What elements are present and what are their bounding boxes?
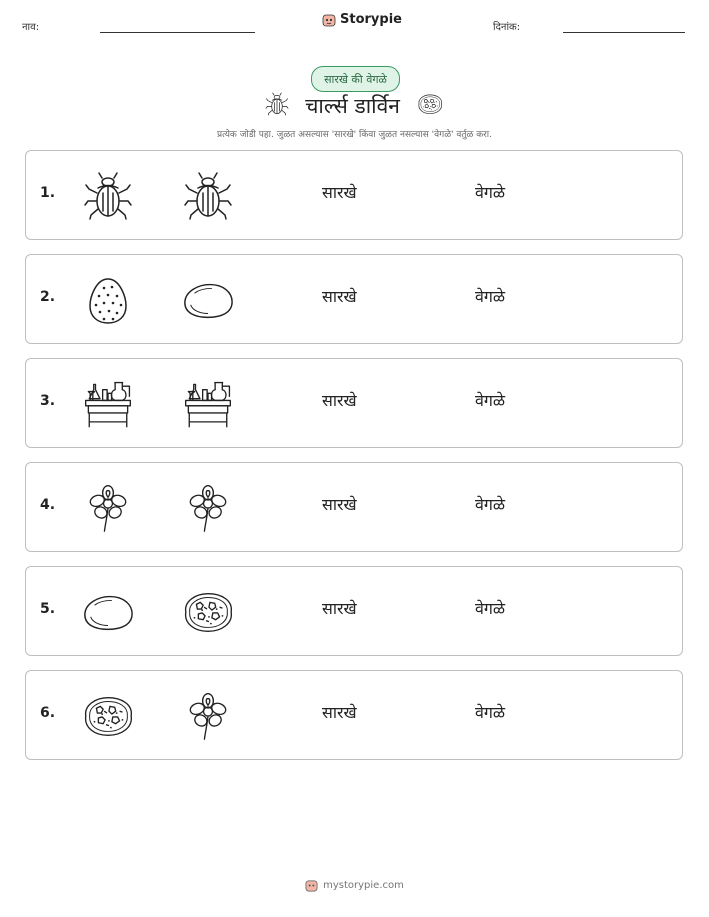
different-option[interactable]: वेगळे xyxy=(475,183,506,202)
same-option[interactable]: सारखे xyxy=(322,287,357,306)
fossil-icon xyxy=(181,587,235,637)
pebble-icon xyxy=(181,275,235,325)
flower-icon xyxy=(181,691,235,741)
question-row-5 xyxy=(25,566,683,656)
beetle-icon xyxy=(265,92,289,120)
fossil-icon xyxy=(416,92,444,120)
date-label: दिनांक: xyxy=(493,22,521,33)
flower-icon xyxy=(81,483,135,533)
question-number: 3. xyxy=(40,393,56,409)
different-option[interactable]: वेगळे xyxy=(475,703,506,722)
flower-icon xyxy=(181,483,235,533)
footer-url[interactable]: mystorypie.com xyxy=(323,880,404,891)
same-option[interactable]: सारखे xyxy=(322,391,357,410)
beetle-icon xyxy=(81,171,135,221)
question-number: 4. xyxy=(40,497,56,513)
page-title: चार्ल्स डार्विन xyxy=(305,94,400,118)
question-number: 1. xyxy=(40,185,56,201)
question-number: 6. xyxy=(40,705,56,721)
different-option[interactable]: वेगळे xyxy=(475,495,506,514)
question-row-1 xyxy=(25,150,683,240)
brand-logo xyxy=(322,12,402,27)
question-number: 5. xyxy=(40,601,56,617)
storypie-mascot-icon xyxy=(322,13,336,27)
question-number: 2. xyxy=(40,289,56,305)
spotted-egg-icon xyxy=(81,275,135,325)
question-row-2 xyxy=(25,254,683,344)
title-row xyxy=(0,91,709,121)
storypie-mascot-icon xyxy=(305,879,318,892)
different-option[interactable]: वेगळे xyxy=(475,287,506,306)
same-option[interactable]: सारखे xyxy=(322,599,357,618)
question-row-4 xyxy=(25,462,683,552)
question-row-6 xyxy=(25,670,683,760)
different-option[interactable]: वेगळे xyxy=(475,391,506,410)
fossil-icon xyxy=(81,691,135,741)
name-label: नाव: xyxy=(22,22,40,33)
same-option[interactable]: सारखे xyxy=(322,703,357,722)
date-line[interactable] xyxy=(563,32,685,33)
instructions: प्रत्येक जोडी पहा. जुळत असल्यास 'सारखे' किंवा जुळत नसल्यास 'वेगळे' वर्तुळ करा. xyxy=(216,130,492,140)
same-option[interactable]: सारखे xyxy=(322,183,357,202)
footer xyxy=(0,879,709,892)
name-line[interactable] xyxy=(100,32,255,33)
topic-badge: सारखे की वेगळे xyxy=(311,66,400,92)
lab-table-icon xyxy=(81,379,135,429)
same-option[interactable]: सारखे xyxy=(322,495,357,514)
different-option[interactable]: वेगळे xyxy=(475,599,506,618)
question-row-3 xyxy=(25,358,683,448)
lab-table-icon xyxy=(181,379,235,429)
pebble-icon xyxy=(81,587,135,637)
brand-name: Storypie xyxy=(340,12,402,27)
beetle-icon xyxy=(181,171,235,221)
